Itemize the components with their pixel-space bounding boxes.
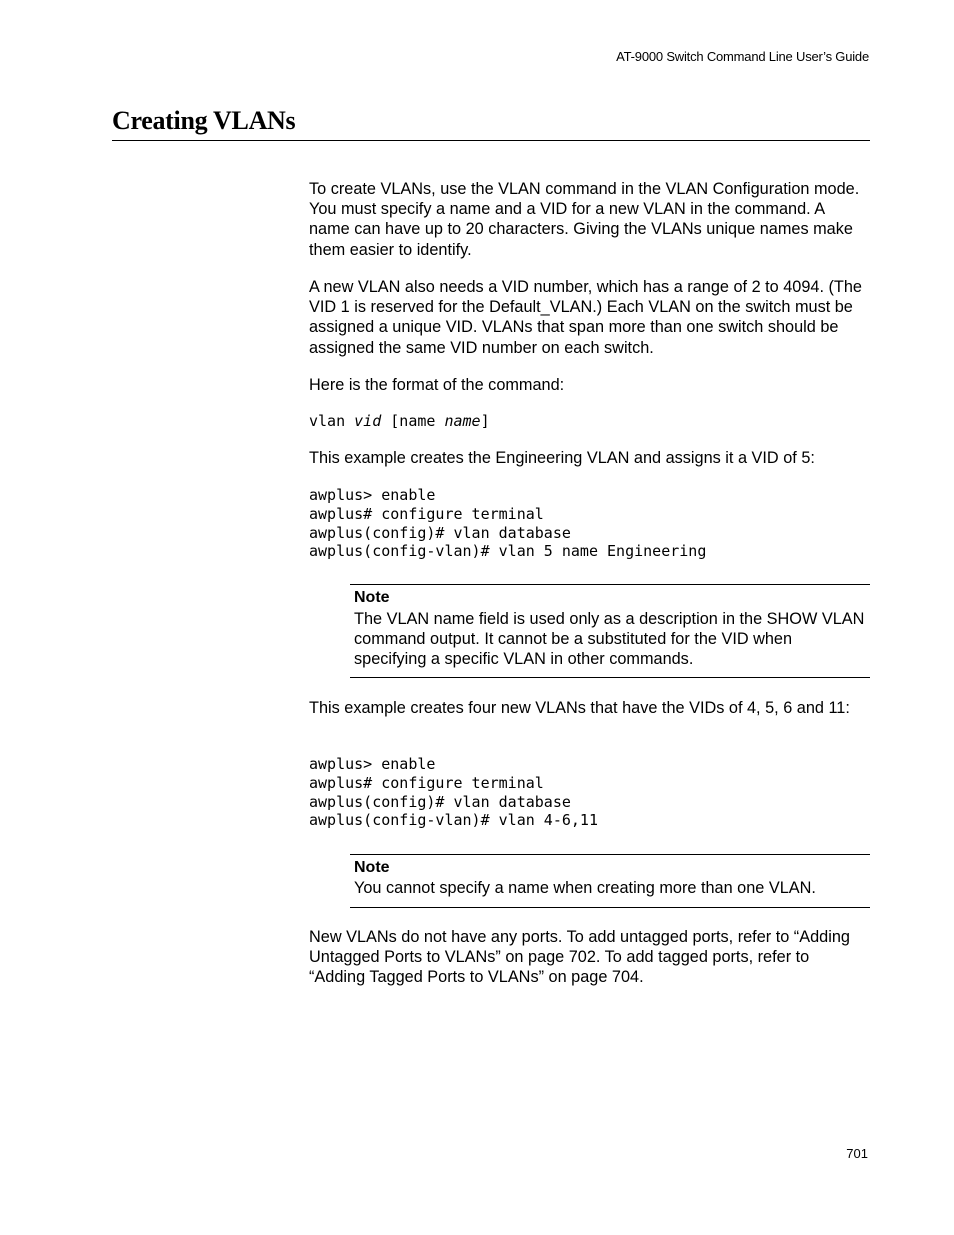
format-intro-paragraph: Here is the format of the command: bbox=[309, 376, 565, 394]
syntax-name-keyword: [name bbox=[390, 412, 436, 430]
code-line: awplus(config)# vlan database bbox=[309, 792, 571, 811]
running-header: AT-9000 Switch Command Line User’s Guide bbox=[616, 49, 869, 64]
note-label: Note bbox=[354, 859, 390, 876]
code-line: awplus> enable bbox=[309, 486, 436, 504]
code-line: awplus# configure terminal bbox=[309, 773, 544, 792]
example2-code-block bbox=[309, 755, 598, 830]
intro-paragraph: To create VLANs, use the VLAN command in the VLAN Configuration mode. You must specify a name and a VID for a new VLAN in the command. A name can have up to 20 characters. Giving the VLANs unique names make them easier to identify. bbox=[309, 180, 860, 259]
code-line: awplus(config-vlan)# vlan 5 name Engineering bbox=[309, 542, 707, 561]
code-line: awplus(config)# vlan database bbox=[309, 523, 571, 542]
note-text: You cannot specify a name when creating more than one VLAN. bbox=[354, 879, 816, 897]
note-box-1 bbox=[350, 584, 870, 678]
syntax-close: ] bbox=[480, 412, 490, 430]
example1-code-block bbox=[309, 486, 706, 561]
title-divider bbox=[112, 140, 870, 141]
code-line: awplus(config-vlan)# vlan 4-6,11 bbox=[309, 811, 598, 830]
vid-paragraph: A new VLAN also needs a VID number, which has a range of 2 to 4094. (The VID 1 is reserved for the Default_VLAN.) Each VLAN on the switch must be assigned a unique VID. VLANs that span more than one switch should be assigned the same VID number on each switch. bbox=[309, 278, 862, 357]
example2-intro-paragraph: This example creates four new VLANs that have the VIDs of 4, 5, 6 and 11: bbox=[309, 699, 850, 717]
page-number: 701 bbox=[846, 1146, 868, 1161]
code-line: awplus> enable bbox=[309, 755, 436, 773]
note-label: Note bbox=[354, 589, 390, 606]
section-title: Creating VLANs bbox=[112, 106, 296, 135]
syntax-name-param: name bbox=[444, 412, 481, 430]
syntax-cmd: vlan bbox=[309, 412, 346, 430]
command-syntax bbox=[309, 412, 490, 431]
note-box-2 bbox=[350, 854, 870, 908]
ports-paragraph: New VLANs do not have any ports. To add untagged ports, refer to “Adding Untagged Ports to VLANs” on page 702. To add tagged ports, refer to “Adding Tagged Ports to VLANs” on page 704. bbox=[309, 928, 850, 987]
syntax-vid-param: vid bbox=[354, 412, 382, 430]
note-text: The VLAN name field is used only as a description in the SHOW VLAN command output. It cannot be a substituted for the VID when specifying a specific VLAN in other commands. bbox=[354, 610, 865, 669]
code-line: awplus# configure terminal bbox=[309, 504, 544, 523]
example1-intro-paragraph: This example creates the Engineering VLAN and assigns it a VID of 5: bbox=[309, 449, 815, 467]
